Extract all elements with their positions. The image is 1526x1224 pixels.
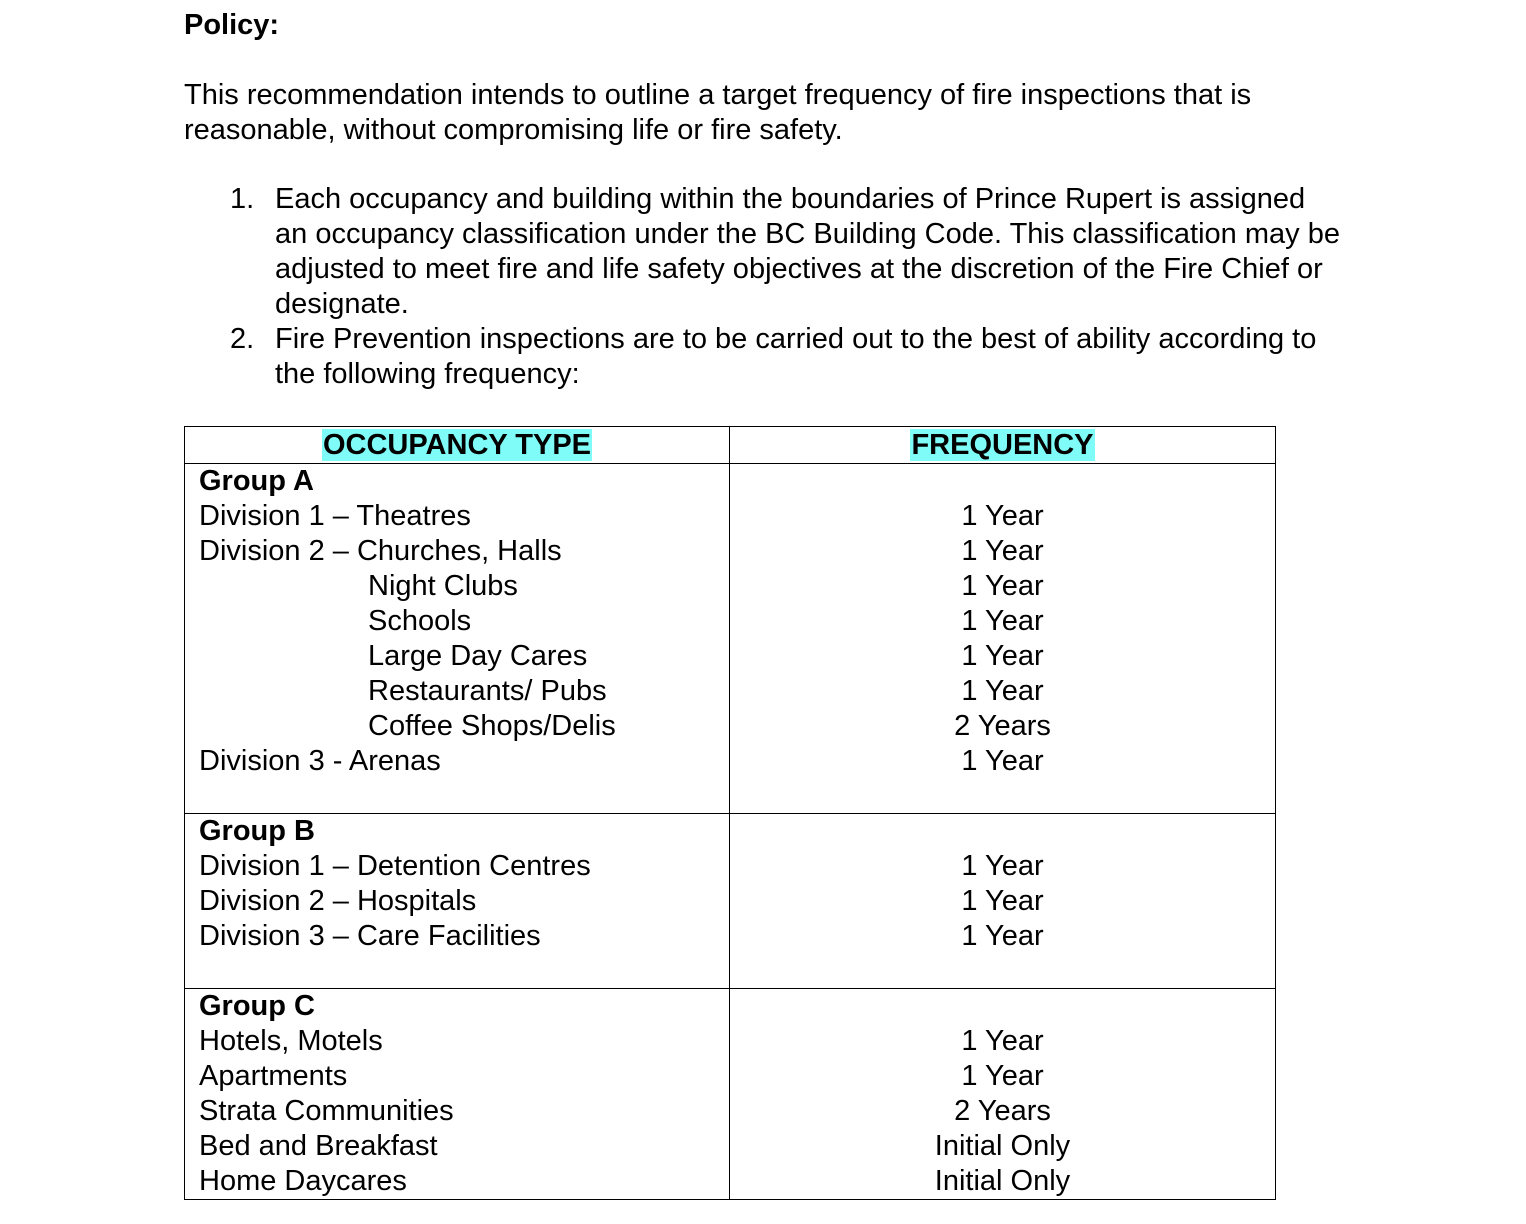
- policy-heading: Policy:: [184, 9, 280, 41]
- frequency-value: 1 Year: [961, 535, 1044, 567]
- occupancy-type-header: OCCUPANCY TYPE: [185, 427, 730, 464]
- occupancy-label: Division 1 – Detention Centres: [199, 850, 591, 882]
- occupancy-label: Restaurants/ Pubs: [368, 675, 607, 707]
- frequency-value: 1 Year: [961, 570, 1044, 602]
- frequency-header: FREQUENCY: [730, 427, 1276, 464]
- table-header-row: [185, 427, 1276, 464]
- group-title: Group B: [199, 815, 315, 847]
- group-c-frequency-cell: [730, 989, 1276, 1200]
- frequency-value: 1 Year: [961, 850, 1044, 882]
- table-row-group-b: [185, 814, 1276, 989]
- occupancy-label: Hotels, Motels: [199, 1025, 383, 1057]
- group-title: Group C: [199, 990, 315, 1022]
- occupancy-label: Schools: [368, 605, 472, 637]
- group-title: Group A: [199, 465, 314, 497]
- occupancy-label: Home Daycares: [199, 1165, 407, 1197]
- list-item: [184, 322, 1344, 392]
- frequency-value: 2 Years: [954, 1095, 1051, 1127]
- table-row-group-a: [185, 464, 1276, 814]
- table-row-group-c: [185, 989, 1276, 1200]
- frequency-value: Initial Only: [934, 1130, 1071, 1162]
- intro-paragraph: This recommendation intends to outline a target frequency of fire inspections that is reasonable, without compromising life or fire safety.: [184, 79, 1252, 146]
- occupancy-label: Division 3 – Care Facilities: [199, 920, 541, 952]
- frequency-value: 1 Year: [961, 500, 1044, 532]
- group-a-frequency-cell: [730, 464, 1276, 814]
- frequency-value: 1 Year: [961, 920, 1044, 952]
- frequency-value: 1 Year: [961, 640, 1044, 672]
- policy-list: [184, 182, 1344, 392]
- occupancy-label: Night Clubs: [368, 570, 518, 602]
- list-item-number: 2.: [230, 323, 255, 355]
- frequency-value: 1 Year: [961, 745, 1044, 777]
- group-c-occupancy-cell: [185, 989, 730, 1200]
- group-b-occupancy-cell: [185, 814, 730, 989]
- frequency-value: 1 Year: [961, 1025, 1044, 1057]
- group-a-occupancy-cell: [185, 464, 730, 814]
- frequency-value: 1 Year: [961, 675, 1044, 707]
- occupancy-label: Coffee Shops/Delis: [368, 710, 616, 742]
- frequency-value: 1 Year: [961, 1060, 1044, 1092]
- list-item: [184, 182, 1344, 322]
- list-item-number: 1.: [230, 183, 255, 215]
- group-b-frequency-cell: [730, 814, 1276, 989]
- occupancy-label: Division 2 – Hospitals: [199, 885, 477, 917]
- frequency-value: 2 Years: [954, 710, 1051, 742]
- occupancy-label: Division 3 - Arenas: [199, 745, 441, 777]
- inspection-frequency-table: [184, 426, 1276, 1200]
- occupancy-label: Division 2 – Churches, Halls: [199, 535, 562, 567]
- frequency-value: 1 Year: [961, 605, 1044, 637]
- occupancy-label: Division 1 – Theatres: [199, 500, 471, 532]
- occupancy-label: Apartments: [199, 1060, 348, 1092]
- occupancy-label: Large Day Cares: [368, 640, 588, 672]
- occupancy-label: Bed and Breakfast: [199, 1130, 438, 1162]
- frequency-value: Initial Only: [934, 1165, 1071, 1197]
- list-item-text: Fire Prevention inspections are to be carried out to the best of ability according to the following frequency:: [275, 323, 1317, 390]
- occupancy-label: Strata Communities: [199, 1095, 454, 1127]
- list-item-text: Each occupancy and building within the boundaries of Prince Rupert is assigned an occupancy classification under the BC Building Code. This classification may be adjusted to meet fire and life safety objectives at the discretion of the Fire Chief or designate.: [275, 183, 1340, 320]
- frequency-value: 1 Year: [961, 885, 1044, 917]
